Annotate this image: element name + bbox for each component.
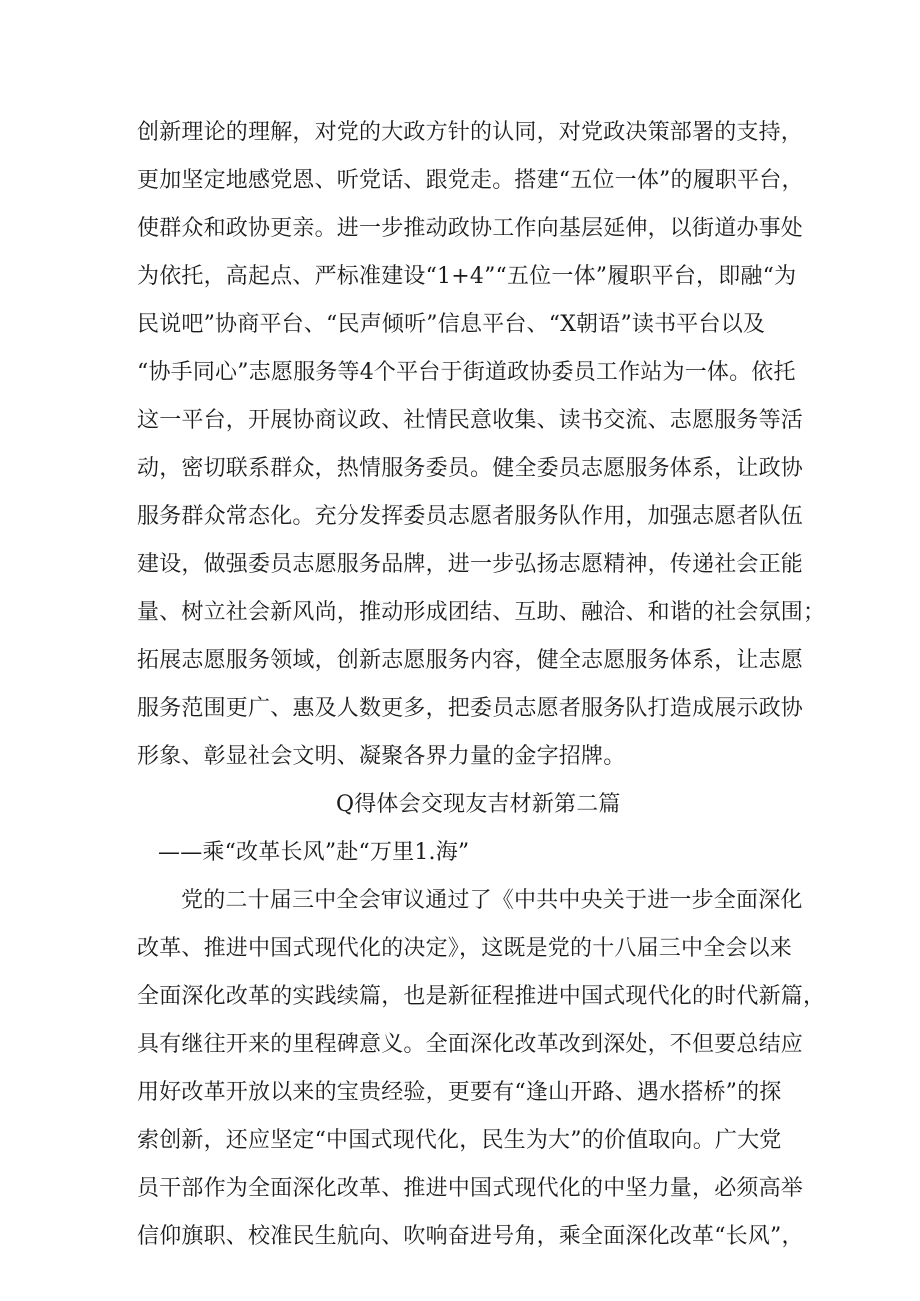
paragraph-line: 服务群众常态化。充分发挥委员志愿者服务队作用，加强志愿者队伍 [137,504,804,529]
paragraph-line: 民说吧”协商平台、“民声倾听”信息平台、“X朝语”读书平台以及 [137,312,766,337]
section-subtitle: ——乘“改革长风”赴“万里1.海” [158,840,470,865]
paragraph-line: 索创新，还应坚定“中国式现代化，民生为大”的价值取向。广大党 [137,1128,782,1153]
paragraph-line: 改革、推进中国式现代化的决定》，这既是党的十八届三中全会以来 [137,936,793,961]
paragraph-line: 党的二十届三中全会审议通过了《中共中央关于进一步全面深化 [181,888,803,913]
paragraph-line: 使群众和政协更亲。进一步推动政协工作向基层延伸，以街道办事处 [137,216,804,241]
section-title: Q得体会交现友吉材新第二篇 [336,792,621,817]
paragraph-line: 员干部作为全面深化改革、推进中国式现代化的中坚力量，必须高举 [137,1176,804,1201]
paragraph-line: 更加坚定地感党恩、听党话、跟党走。搭建“五位一体”的履职平台， [137,168,804,193]
paragraph-line: 形象、彰显社会文明、凝聚各界力量的金字招牌。 [137,744,626,769]
paragraph-line: 服务范围更广、惠及人数更多，把委员志愿者服务队打造成展示政协 [137,696,804,721]
paragraph-line: 量、树立社会新风尚，推动形成团结、互助、融洽、和谐的社会氛围； [137,600,826,625]
paragraph-line: 为依托，高起点、严标准建设“1+4”“五位一体”履职平台，即融“为 [137,264,797,289]
paragraph-line: 信仰旗职、校准民生航向、吹响奋进号角，乘全面深化改革“长风”， [137,1224,804,1249]
paragraph-line: 动，密切联系群众，热情服务委员。健全委员志愿服务体系，让政协 [137,456,804,481]
paragraph-line: 创新理论的理解，对党的大政方针的认同，对党政决策部署的支持， [137,120,804,145]
paragraph-line: 用好改革开放以来的宝贵经验，更要有“逢山开路、遇水搭桥”的探 [137,1080,782,1105]
paragraph-line: 建设，做强委员志愿服务品牌，进一步弘扬志愿精神，传递社会正能 [137,552,804,577]
paragraph-line: “协手同心”志愿服务等4个平台于街道政协委员工作站为一体。依托 [137,360,796,385]
paragraph-line: 具有继往开来的里程碑意义。全面深化改革改到深处，不但要总结应 [137,1032,804,1057]
paragraph-line: 全面深化改革的实践续篇，也是新征程推进中国式现代化的时代新篇， [137,984,826,1009]
paragraph-line: 拓展志愿服务领域，创新志愿服务内容，健全志愿服务体系，让志愿 [137,648,804,673]
paragraph-line: 这一平台，开展协商议政、社情民意收集、读书交流、志愿服务等活 [137,408,804,433]
